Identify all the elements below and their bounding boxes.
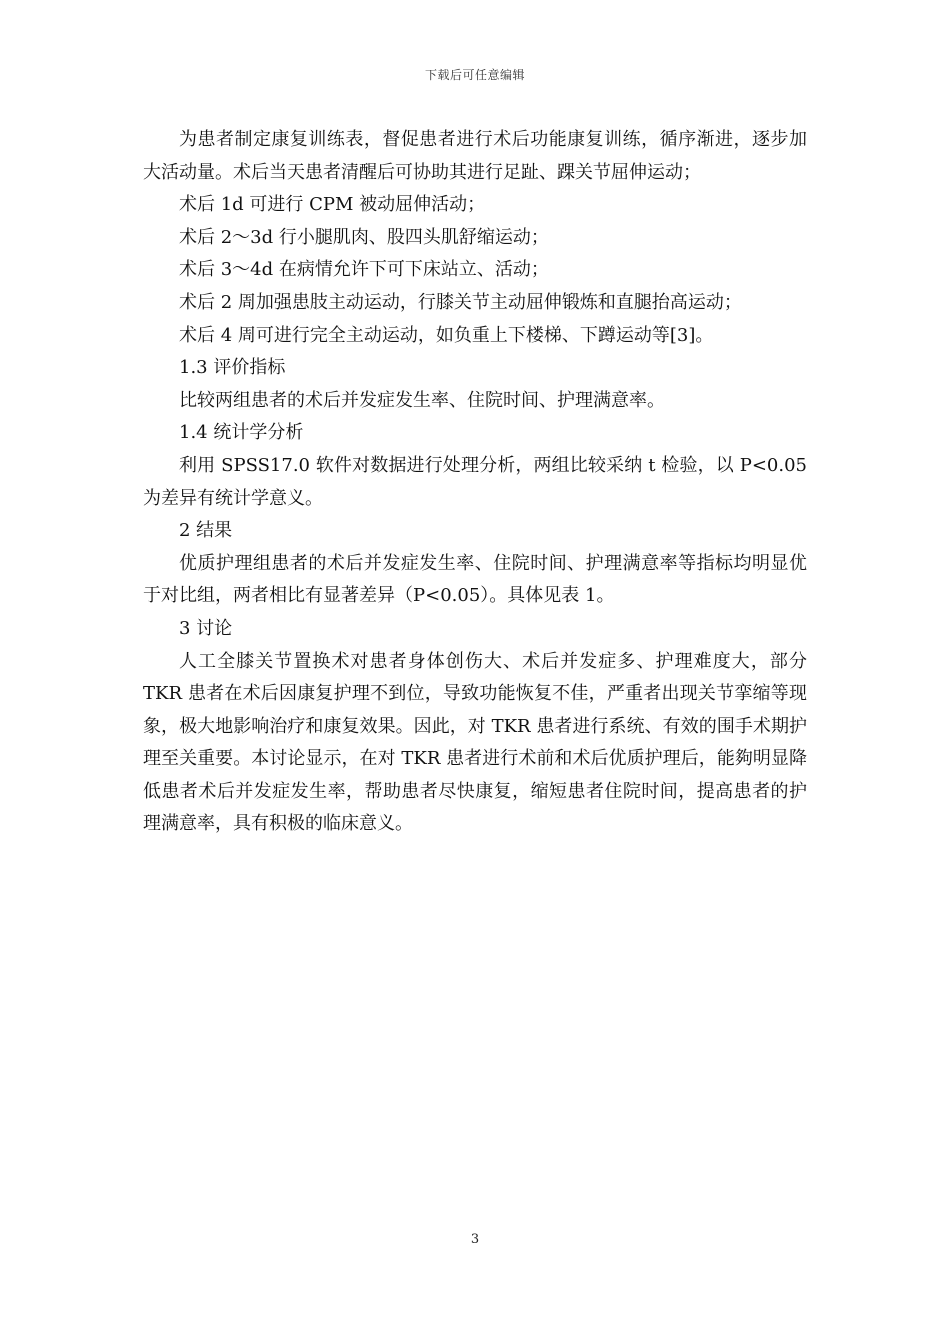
paragraph-statistics: 利用 SPSS17.0 软件对数据进行处理分析，两组比较采纳 t 检验，以 P<0.05 为差异有统计学意义。 [143, 454, 807, 509]
section-heading-1-3: 1.3 评价指标 [179, 357, 286, 379]
section-heading-3: 3 讨论 [179, 617, 233, 639]
paragraph-day1: 术后 1d 可进行 CPM 被动屈伸活动； [179, 194, 486, 216]
paragraph-discussion: 人工全膝关节置换术对患者身体创伤大、术后并发症多、护理难度大，部分 TKR 患者在术后因康复护理不到位，导致功能恢复不佳，严重者出现关节挛缩等现象，极大地影响治疗和康复效果。因此，对 TKR 患者进行系统、有效的围手术期护理至关重要。本讨论显示，在对 TKR 患者进行术前和术后优质护理后，能夠明显降低患者术后并发症发生率，帮助患者尽快康复，缩短患者住院时间，提高患者的护理满意率，具有积极的临床意义。 [143, 650, 807, 835]
paragraph-rehab-plan: 为患者制定康复训练表，督促患者进行术后功能康复训练，循序渐进，逐步加大活动量。术后当天患者清醒后可协助其进行足趾、踝关节屈伸运动； [143, 129, 807, 183]
paragraph-week4: 术后 4 周可进行完全主动运动，如负重上下楼梯、下蹲运动等[3]。 [179, 324, 714, 346]
document-body [143, 124, 807, 841]
paragraph-evaluation: 比较两组患者的术后并发症发生率、住院时间、护理满意率。 [179, 389, 665, 411]
paragraph-week2: 术后 2 周加强患肢主动运动，行膝关节主动屈伸锻炼和直腿抬高运动； [179, 291, 742, 313]
paragraph-results: 优质护理组患者的术后并发症发生率、住院时间、护理满意率等指标均明显优于对比组，两者相比有显著差异（P<0.05）。具体见表 1。 [143, 552, 807, 607]
page-number: 3 [470, 1232, 480, 1247]
section-heading-2: 2 结果 [179, 520, 233, 542]
page-header: 下载后可任意编辑 [424, 68, 525, 82]
paragraph-day2-3: 术后 2～3d 行小腿肌肉、股四头肌舒缩运动； [179, 226, 549, 248]
paragraph-day3-4: 术后 3～4d 在病情允许下可下床站立、活动； [179, 259, 549, 281]
section-heading-1-4: 1.4 统计学分析 [179, 422, 304, 444]
